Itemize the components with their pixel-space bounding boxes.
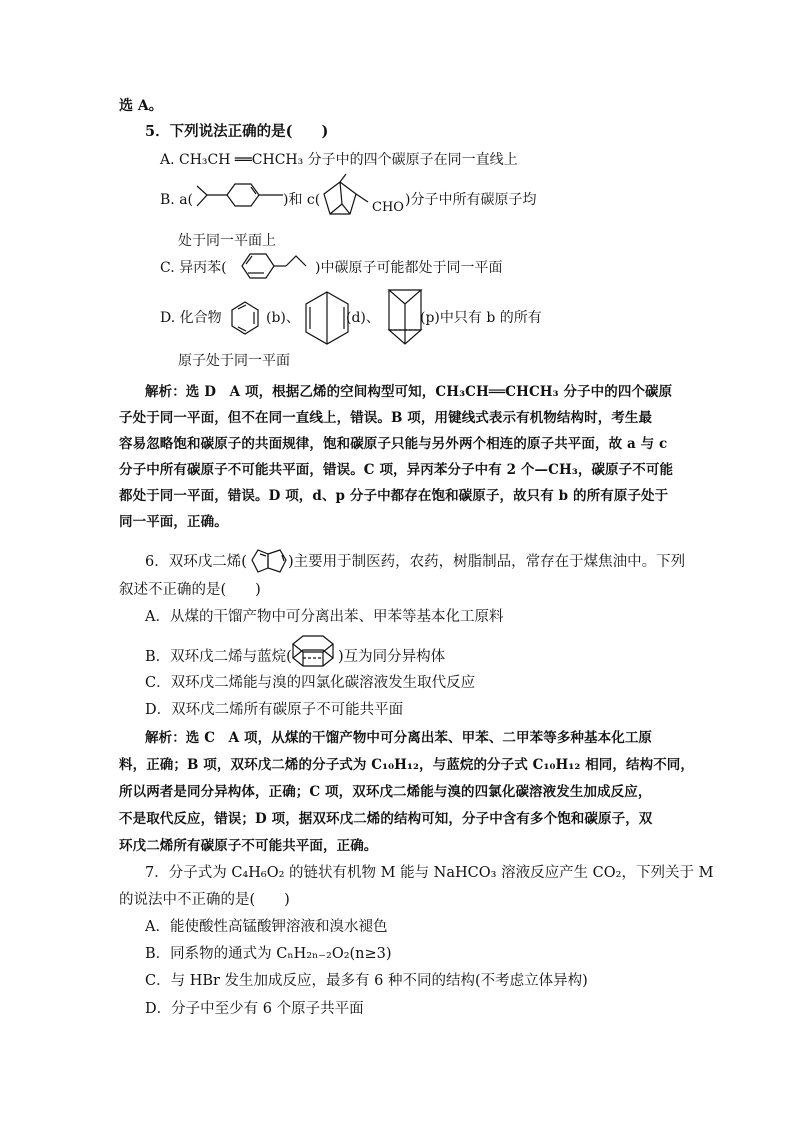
q7-option-b: B．同系物的通式为 CₙH₂ₙ₋₂O₂(n≥3) [145,946,392,962]
molecule-a-diene-icon [193,180,293,216]
q6-option-b-prefix: B．双环戊二烯与蓝烷( [145,649,292,665]
q5-analysis-line: 子处于同一平面，但不在同一直线上，错误。B 项，用键线式表示有机物结构时，考生最 [119,410,653,426]
q5-option-b-cont: 处于同一平面上 [178,233,276,249]
q6-analysis-line: 环戊二烯所有碳原子不可能共平面，正确。 [119,838,378,854]
q5-option-a: A. CH₃CH ══CHCH₃ 分子中的四个碳原子在同一直线上 [160,152,518,168]
q5-analysis-line: 分子中所有碳原子不可能共平面，错误。C 项，异丙苯分子中有 2 个—CH₃，碳原子不可能 [119,462,674,478]
q6-stem-prefix: 6．双环戊二烯( [145,554,247,570]
q7-option-c: C．与 HBr 发生加成反应，最多有 6 种不同的结构(不考虑立体异构) [145,973,588,989]
blue-alkane-icon [287,634,339,670]
q5-option-b-suffix: )分子中所有碳原子均 [405,192,537,208]
q5-stem: 5．下列说法正确的是( ) [145,123,329,140]
q7-stem-cont: 的说法中不正确的是( ) [119,892,290,908]
bicyclic-diene-d-icon [302,290,352,346]
q5-option-d-d: (d)、 [346,310,380,326]
q6-option-b-suffix: )互为同分异构体 [338,649,446,665]
isopropylbenzene-icon [236,250,316,282]
q6-stem-suffix: )主要用于制医药，农药，树脂制品，常存在于煤焦油中。下列 [288,554,686,570]
q5-analysis-line: 解析：选 D A 项，根据乙烯的空间构型可知，CH₃CH══CHCH₃ 分子中的四个碳原 [145,384,673,400]
q5-option-d-cont: 原子处于同一平面 [178,353,290,369]
q5-option-d-b: (b)、 [266,310,300,326]
molecule-c-bicyclic-aldehyde-icon [320,172,380,222]
q6-option-a: A．从煤的干馏产物中可分离出苯、甲苯等基本化工原料 [145,609,504,625]
q5-option-c-suffix: )中碳原子可能都处于同一平面 [315,260,503,276]
q5-option-d-suffix: (p)中只有 b 的所有 [420,310,542,326]
q6-stem-cont: 叙述不正确的是( ) [119,582,261,598]
benzene-b-icon [230,300,260,336]
q5-analysis-line: 同一平面，正确。 [119,514,228,530]
q6-analysis-line: 不是取代反应，错误；D 项，据双环戊二烯的结构可知，分子中含有多个饱和碳原子，双 [119,811,653,827]
q5-analysis-line: 容易忽略饱和碳原子的共面规律，饱和碳原子只能与另外两个相连的原子共平面，故 a 与 c [119,436,668,452]
q7-option-d: D．分子中至少有 6 个原子共平面 [145,1001,364,1017]
q5-analysis-line: 都处于同一平面，错误。D 项，d、p 分子中都存在饱和碳原子，故只有 b 的所有原子处于 [119,488,669,504]
prismane-like-p-icon [385,284,425,348]
q6-analysis-line: 解析：选 C A 项，从煤的干馏产物中可分离出苯、甲苯、二甲苯等多种基本化工原 [145,730,653,746]
q6-analysis-line: 料，正确；B 项，双环戊二烯的分子式为 C₁₀H₁₂，与蓝烷的分子式 C₁₀H₁₂ 相同，结构不同， [119,757,695,773]
q7-option-a: A．能使酸性高锰酸钾溶液和溴水褪色 [145,919,388,935]
q5-option-b-prefix: B. a( [160,192,193,208]
q5-option-d-prefix: D. 化合物 [160,310,222,326]
q6-option-c: C．双环戊二烯能与溴的四氯化碳溶液发生取代反应 [145,675,476,691]
dicyclopentadiene-icon [248,546,290,576]
q5-option-c-prefix: C. 异丙苯( [160,260,227,276]
q5-option-b-mid: )和 c( [283,192,321,208]
q4-tail: 选 A。 [119,98,163,114]
q5-option-b-cho: CHO [372,200,404,215]
q7-stem: 7．分子式为 C₄H₆O₂ 的链状有机物 M 能与 NaHCO₃ 溶液反应产生 CO₂，下列关于 M [145,865,714,881]
q6-analysis-line: 所以两者是同分异构体，正确；C 项，双环戊二烯能与溴的四氯化碳溶液发生加成反应， [119,784,652,800]
q6-option-d: D．双环戊二烯所有碳原子不可能共平面 [145,702,404,718]
